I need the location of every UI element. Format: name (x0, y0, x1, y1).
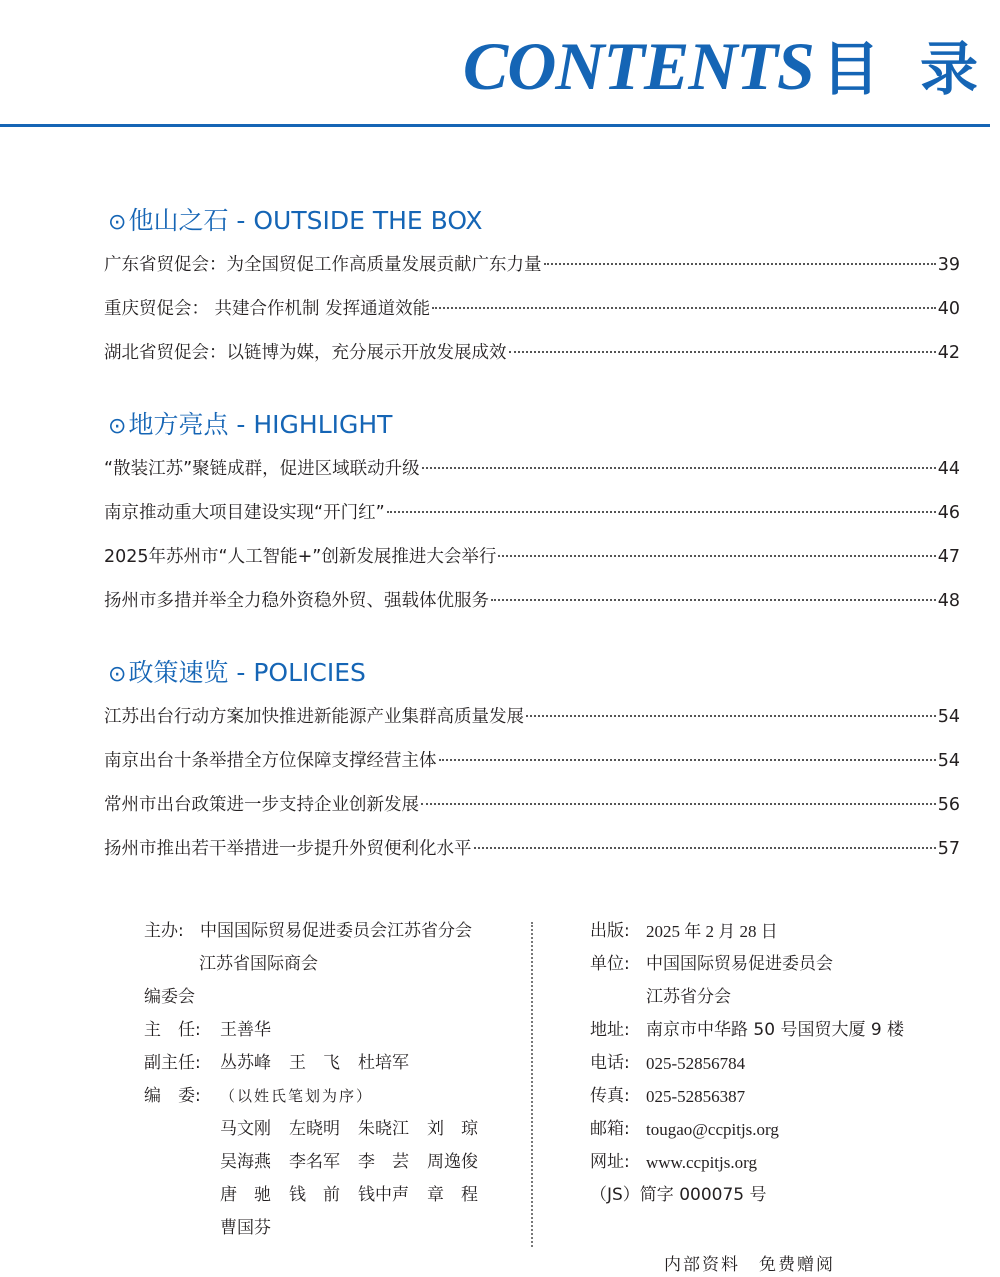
address-row (590, 1014, 970, 1047)
toc-section-highlight (104, 408, 960, 623)
dot-leader (474, 847, 936, 849)
section-heading: ⊙地方亮点 - HIGHLIGHT (108, 410, 393, 439)
entry-title: 江苏出台行动方案加快推进新能源产业集群高质量发展 (104, 707, 524, 727)
entry-title: 湖北省贸促会：以链博为媒，充分展示开放发展成效 (104, 343, 507, 363)
dot-leader (491, 599, 936, 601)
deputy-name: 王 飞 (289, 1053, 340, 1073)
editor-name: 左晓明 (289, 1119, 340, 1139)
editor-name: 章 程 (427, 1185, 478, 1205)
editor-name: 吴海燕 (220, 1152, 271, 1172)
entry-title: 2025年苏州市“人工智能+”创新发展推进大会举行 (104, 547, 497, 567)
editors-list-row (144, 1212, 514, 1245)
toc-entry[interactable] (104, 535, 960, 579)
toc-entry[interactable] (104, 243, 960, 287)
dot-leader (432, 307, 936, 309)
editor-name: 刘 琼 (427, 1119, 478, 1139)
toc-entry[interactable] (104, 783, 960, 827)
footer-note: 内部资料 免费赠阅 (664, 1255, 835, 1275)
email-link[interactable]: tougao@ccpitjs.org (646, 1120, 779, 1139)
entry-page: 56 (937, 795, 960, 815)
title-english: CONTENTS (462, 28, 814, 104)
email-row (590, 1113, 970, 1146)
editors-list-row (144, 1113, 514, 1146)
deputy-name: 杜培军 (358, 1053, 409, 1073)
sponsor-name: 中国国际贸易促进委员会江苏省分会 (200, 921, 472, 941)
sponsor-row-2 (144, 948, 514, 981)
dot-leader (498, 555, 935, 557)
director-name: 王善华 (220, 1020, 271, 1040)
entry-page: 54 (937, 707, 960, 727)
imprint-publication (590, 915, 970, 1212)
editors-list-row (144, 1146, 514, 1179)
unit-name: 中国国际贸易促进委员会 (646, 954, 833, 974)
dot-leader (439, 759, 936, 761)
dot-leader (387, 511, 936, 513)
toc-entry[interactable] (104, 287, 960, 331)
publish-row (590, 915, 970, 948)
header-rule (0, 124, 990, 127)
deputy-row (144, 1047, 514, 1080)
circle-dot-icon: ⊙ (108, 662, 127, 687)
deputy-label: 副主任: (144, 1053, 201, 1073)
fax-row (590, 1080, 970, 1113)
unit-row-2 (590, 981, 970, 1014)
entry-title: 重庆贸促会： 共建合作机制 发挥通道效能 (104, 299, 431, 319)
editors-row (144, 1080, 514, 1113)
section-heading: ⊙他山之石 - OUTSIDE THE BOX (108, 206, 483, 235)
sponsor-row (144, 915, 514, 948)
entry-title: “散装江苏”聚链成群，促进区域联动升级 (104, 459, 420, 479)
license-row (590, 1179, 970, 1212)
director-row (144, 1014, 514, 1047)
sponsor-name-2: 江苏省国际商会 (199, 954, 318, 974)
entry-title: 扬州市推出若干举措进一步提升外贸便利化水平 (104, 839, 472, 859)
dot-leader (544, 263, 936, 265)
toc-entry[interactable] (104, 491, 960, 535)
committee-label: 编委会 (144, 987, 195, 1007)
dot-leader (526, 715, 936, 717)
phone-value: 025-52856784 (646, 1054, 746, 1073)
editor-name: 曹国芬 (220, 1218, 271, 1238)
entry-title: 常州市出台政策进一步支持企业创新发展 (104, 795, 419, 815)
circle-dot-icon: ⊙ (108, 210, 127, 235)
editor-name: 钱中声 (358, 1185, 409, 1205)
phone-row (590, 1047, 970, 1080)
entry-page: 57 (937, 839, 960, 859)
circle-dot-icon: ⊙ (108, 414, 127, 439)
editor-name: 马文刚 (220, 1119, 271, 1139)
dot-leader (421, 803, 936, 805)
unit-label: 单位: (590, 954, 630, 974)
entry-page: 39 (937, 255, 960, 275)
director-label: 主 任: (144, 1020, 201, 1040)
editor-name: 周逸俊 (427, 1152, 478, 1172)
entry-page: 54 (937, 751, 960, 771)
editor-name: 朱晓江 (358, 1119, 409, 1139)
section-heading: ⊙政策速览 - POLICIES (108, 658, 366, 687)
editors-list-row (144, 1179, 514, 1212)
license-number: （JS）简字 000075 号 (590, 1185, 767, 1205)
editors-note: （以姓氏笔划为序） (220, 1087, 374, 1105)
fax-value: 025-52856387 (646, 1087, 746, 1106)
address-label: 地址: (590, 1020, 630, 1040)
deputy-name: 丛苏峰 (220, 1053, 271, 1073)
toc-section-policies (104, 656, 960, 871)
imprint-editorial (144, 915, 514, 1245)
entry-title: 南京推动重大项目建设实现“开门红” (104, 503, 385, 523)
toc-entry[interactable] (104, 827, 960, 871)
publish-date: 2025 年 2 月 28 日 (646, 922, 778, 941)
editor-name: 钱 前 (289, 1185, 340, 1205)
toc-entry[interactable] (104, 579, 960, 623)
page-title (463, 22, 988, 106)
website-row (590, 1146, 970, 1179)
title-chinese: 目 录 (821, 35, 988, 103)
toc-entry[interactable] (104, 331, 960, 375)
toc-section-outside-the-box (104, 204, 960, 375)
entry-page: 40 (937, 299, 960, 319)
editor-name: 唐 驰 (220, 1185, 271, 1205)
toc-entry[interactable] (104, 739, 960, 783)
email-label: 邮箱: (590, 1119, 630, 1139)
entry-page: 48 (937, 591, 960, 611)
editor-name: 李名军 (289, 1152, 340, 1172)
phone-label: 电话: (590, 1053, 630, 1073)
address-value: 南京市中华路 50 号国贸大厦 9 楼 (646, 1020, 905, 1040)
entry-title: 广东省贸促会：为全国贸促工作高质量发展贡献广东力量 (104, 255, 542, 275)
publish-label: 出版: (590, 921, 630, 941)
toc-entry[interactable] (104, 447, 960, 491)
sponsor-label: 主办: (144, 921, 184, 941)
entry-page: 44 (937, 459, 960, 479)
entry-page: 46 (937, 503, 960, 523)
unit-name-2: 江苏省分会 (646, 987, 731, 1007)
column-divider (531, 922, 533, 1247)
fax-label: 传真: (590, 1086, 630, 1106)
toc-entry[interactable] (104, 695, 960, 739)
entry-title: 南京出台十条举措全方位保障支撑经营主体 (104, 751, 437, 771)
editors-label: 编 委: (144, 1086, 201, 1106)
unit-row (590, 948, 970, 981)
website-label: 网址: (590, 1152, 630, 1172)
entry-title: 扬州市多措并举全力稳外资稳外贸、强载体优服务 (104, 591, 489, 611)
entry-page: 47 (937, 547, 960, 567)
editor-name: 李 芸 (358, 1152, 409, 1172)
entry-page: 42 (937, 343, 960, 363)
website-link[interactable]: www.ccpitjs.org (646, 1153, 757, 1172)
dot-leader (422, 467, 936, 469)
committee-row (144, 981, 514, 1014)
dot-leader (509, 351, 936, 353)
